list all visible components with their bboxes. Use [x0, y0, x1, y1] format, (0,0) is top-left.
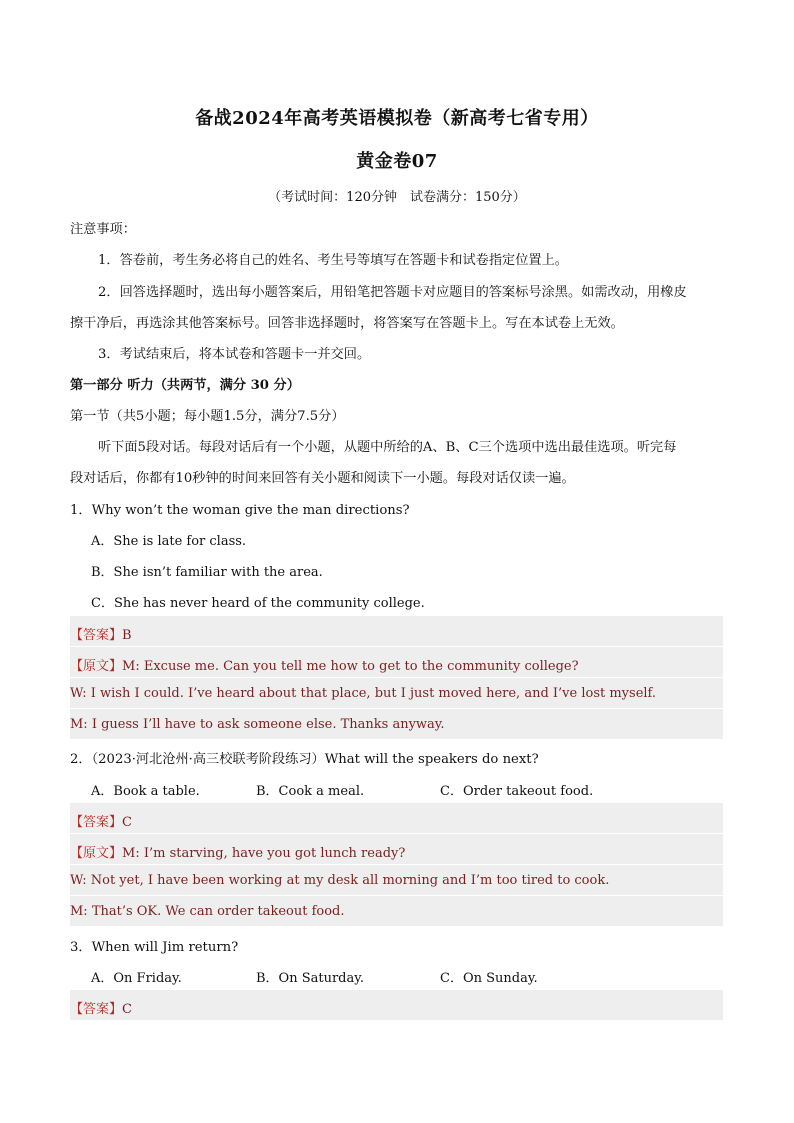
- question-3-answer: [70, 998, 132, 1017]
- answer-value: C: [122, 815, 132, 830]
- exam-subtitle: 黄金卷07: [356, 151, 438, 172]
- notice-heading: 注意事项：: [70, 222, 136, 237]
- question-3-option-c: C．On Sunday.: [440, 971, 538, 986]
- instructions-line-2: 段对话后，你都有10秒钟的时间来回答有关小题和阅读下一小题。每段对话仅读一遍。: [70, 471, 575, 486]
- transcript-line: M: I’m starving, have you got lunch ready?: [122, 846, 406, 861]
- question-2-stem: 2．（2023·河北沧州·高三校联考阶段练习）What will the speakers do next?: [70, 752, 539, 767]
- answer-tag: 【答案】: [70, 628, 123, 643]
- question-1-stem: 1．Why won’t the woman give the man directions?: [70, 503, 410, 518]
- answer-tag: 【答案】: [70, 1002, 123, 1017]
- question-2-transcript-1: [70, 842, 405, 861]
- question-2-option-c: C．Order takeout food.: [440, 784, 594, 799]
- question-3-answer-row: [70, 990, 723, 1020]
- notice-item-3: 3．考试结束后，将本试卷和答题卡一并交回。: [98, 347, 371, 362]
- notice-item-2a: 2．回答选择题时，选出每小题答案后，用铅笔把答题卡对应题目的答案标号涂黑。如需改动，用橡皮: [98, 285, 687, 300]
- part1-heading: 第一部分 听力（共两节，满分 30 分）: [70, 378, 300, 393]
- notice-item-1: 1．答卷前，考生务必将自己的姓名、考生号等填写在答题卡和试卷指定位置上。: [98, 253, 568, 268]
- question-2-answer-row: [70, 803, 723, 833]
- question-1-transcript-3: M: I guess I’ll have to ask someone else. Thanks anyway.: [70, 717, 445, 732]
- question-2-option-a: A．Book a table.: [91, 784, 200, 799]
- section1-heading: 第一节（共5小题；每小题1.5分，满分7.5分）: [70, 409, 345, 424]
- question-1-answer: [70, 624, 132, 643]
- question-3-option-a: A．On Friday.: [91, 971, 182, 986]
- answer-tag: 【答案】: [70, 815, 123, 830]
- question-2-option-b: B．Cook a meal.: [256, 784, 365, 799]
- answer-value: B: [122, 628, 132, 643]
- question-1-transcript-1: [70, 655, 579, 674]
- answer-value: C: [122, 1002, 132, 1017]
- exam-title: 备战2024年高考英语模拟卷（新高考七省专用）: [195, 108, 599, 129]
- question-1-option-c: C．She has never heard of the community college.: [91, 596, 425, 611]
- question-1-option-b: B．She isn’t familiar with the area.: [91, 565, 323, 580]
- transcript-tag: 【原文】: [70, 846, 123, 861]
- question-1-option-a: A．She is late for class.: [91, 534, 247, 549]
- instructions-line-1: 听下面5段对话。每段对话后有一个小题，从题中所给的A、B、C三个选项中选出最佳选项。听完每: [98, 440, 677, 455]
- question-3-option-b: B．On Saturday.: [256, 971, 365, 986]
- question-2-transcript-2: W: Not yet, I have been working at my desk all morning and I’m too tired to cook.: [70, 873, 610, 888]
- question-2-answer: [70, 811, 132, 830]
- exam-info: （考试时间：120分钟 试卷满分：150分）: [268, 190, 526, 205]
- question-2-transcript-3: M: That’s OK. We can order takeout food.: [70, 904, 345, 919]
- transcript-line: M: Excuse me. Can you tell me how to get to the community college?: [122, 659, 579, 674]
- question-1-transcript-2: W: I wish I could. I’ve heard about that place, but I just moved here, and I’ve lost myself.: [70, 686, 657, 701]
- question-3-stem: 3．When will Jim return?: [70, 940, 239, 955]
- notice-item-2b: 擦干净后，再选涂其他答案标号。回答非选择题时，将答案写在答题卡上。写在本试卷上无效。: [70, 316, 624, 331]
- transcript-tag: 【原文】: [70, 659, 123, 674]
- question-1-answer-row: [70, 616, 723, 646]
